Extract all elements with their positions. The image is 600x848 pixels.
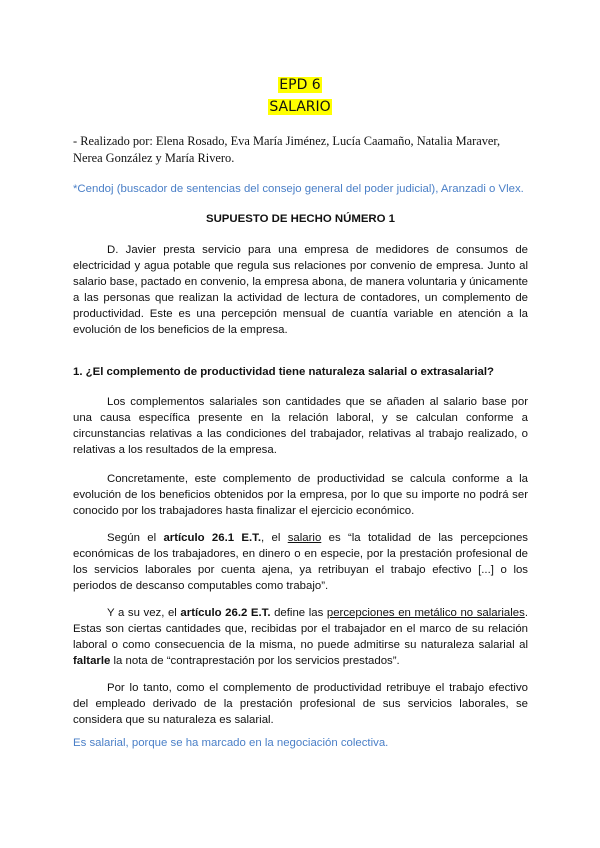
epd-label: EPD 6	[279, 77, 321, 93]
topic-label: SALARIO	[269, 99, 331, 115]
question-heading	[73, 364, 528, 380]
answer-note: Es salarial, porque se ha marcado en la negociación colectiva.	[73, 737, 389, 749]
topic-title	[0, 98, 600, 116]
p4-text-c: define las	[270, 607, 327, 619]
p3-text-a: Según el	[107, 532, 164, 544]
paragraph-articulo-26-2	[73, 605, 528, 669]
article-26-1-ref: artículo 26.1 E.T.	[163, 532, 262, 544]
percepciones-term: percepciones en metálico no salariales	[326, 607, 525, 619]
sources-note: *Cendoj (buscador de sentencias del consejo general del poder judicial), Aranzadi o Vlex.	[73, 183, 524, 195]
p4-text-g: la nota de “contraprestación por los servicios prestados”.	[110, 655, 400, 667]
question-text: 1. ¿El complemento de productividad tiene naturaleza salarial o extrasalarial?	[73, 366, 494, 378]
p3-text-c: , el	[261, 532, 288, 544]
p4-text-a: Y a su vez, el	[107, 607, 181, 619]
faltarle-term: faltarle	[73, 655, 111, 667]
authors-line: - Realizado por: Elena Rosado, Eva María Jiménez, Lucía Caamaño, Natalia Maraver, Nerea González y María Rivero.	[73, 134, 501, 165]
article-26-2-ref: artículo 26.2 E.T.	[180, 607, 271, 619]
epd-title	[0, 76, 600, 94]
case-title	[73, 211, 528, 227]
case-title-text: SUPUESTO DE HECHO NÚMERO 1	[205, 213, 396, 225]
p3-text-e: es “la totalidad de las percepciones económicas de los trabajadores, en dinero o en especie, por la prestación profesional de los servicios laborales por cuenta ajena, ya retribuyan el trabajo efectivo [...] o los periodos de descanso computables como trabajo”.	[73, 532, 528, 592]
paragraph-articulo-26-1	[73, 530, 528, 594]
case-paragraph: D. Javier presta servicio para una empresa de medidores de consumos de electricidad y agua potable que regula sus relaciones por convenio de empresa. Junto al salario base, pactado en convenio, la empresa abona, de manera voluntaria y únicamente a las personas que realizan la actividad de lectura de contadores, un complemento de productividad. Este es una percepción mensual de cuantía variable en atención a la evolución de los beneficios de la empresa.	[73, 244, 528, 336]
paragraph-productividad: Concretamente, este complemento de productividad se calcula conforme a la evolución de los beneficios obtenidos por la empresa, por lo que su importe no podrá ser conocido por los trabajadores hasta finalizar el ejercicio económico.	[73, 473, 528, 517]
p4-text-e: . Estas son ciertas cantidades que, recibidas por el trabajador en el marco de su relación laboral o como consecuencia de la misma, no puede admitirse su naturaleza salarial al	[73, 607, 528, 651]
paragraph-complementos: Los complementos salariales son cantidades que se añaden al salario base por una causa específica presente en la relación laboral, y se calculan conforme a circunstancias relativas a las condiciones del trabajador, relativas al trabajo realizado, o relativas a los resultados de la empresa.	[73, 396, 528, 456]
salario-term: salario	[287, 532, 322, 544]
paragraph-conclusion: Por lo tanto, como el complemento de productividad retribuye el trabajo efectivo del empleado derivado de la prestación profesional de sus servicios laborales, se considera que su naturaleza es salarial.	[73, 682, 528, 726]
